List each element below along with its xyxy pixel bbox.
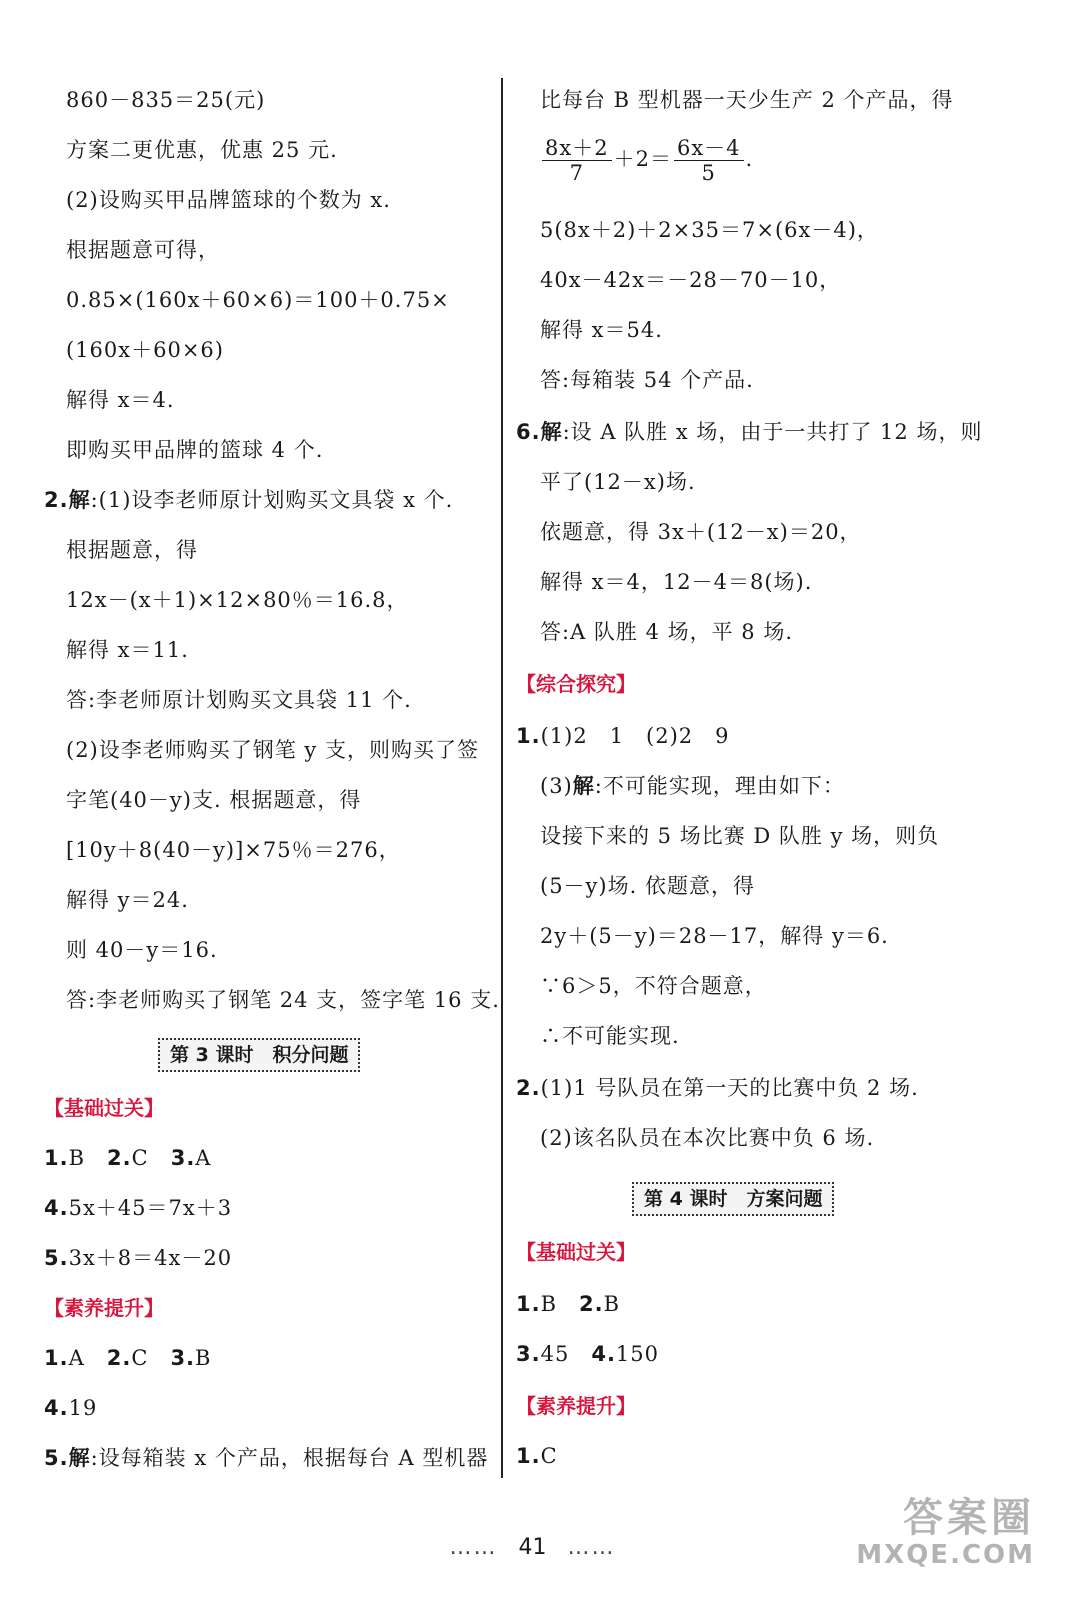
text-line: 答:李老师原计划购买文具袋 11 个. [66,688,412,712]
improve-answers-1-3: 1.A 2.C 3.B [44,1346,212,1370]
fraction-left: $\frac{8x+2}{7}$ [542,136,612,185]
text-line: ∵6＞5，不符合题意， [540,974,767,998]
text-line: 字笔(40－y)支. 根据题意，得 [66,788,362,812]
section-explore: 【综合探究】 [516,672,636,696]
text-line: 解得 x＝4. [66,388,175,412]
text-line: 解得 y＝24. [66,888,189,912]
text-line: 则 40－y＝16. [66,938,218,962]
text-line: 0.85×(160x＋60×6)＝100＋0.75× [66,288,450,312]
text-line: 答:A 队胜 4 场，平 8 场. [540,620,794,644]
explore-2: 2.(1)1 号队员在第一天的比赛中负 2 场. [516,1076,919,1100]
text-line: 12x－(x＋1)×12×80％＝16.8， [66,588,409,612]
text-line: 答:每箱装 54 个产品. [540,368,754,392]
text-line: 根据题意，得 [66,538,198,562]
improve-answer-1: 1.C [516,1444,558,1468]
text-line: (5－y)场. 依题意，得 [540,874,755,898]
text-line: 设接下来的 5 场比赛 D 队胜 y 场，则负 [540,824,940,848]
section-basic: 【基础过关】 [44,1096,164,1120]
text-line: 比每台 B 型机器一天少生产 2 个产品，得 [540,88,954,112]
fraction-right: $\frac{6x-4}{5}$ [674,136,744,185]
lesson-4-title: 第 4 课时 方案问题 [632,1182,834,1216]
text-line: 根据题意可得， [66,238,220,262]
text-line: (160x＋60×6) [66,338,224,362]
text-line: 解得 x＝11. [66,638,189,662]
question-2 [44,486,453,514]
basic-answers-1-3: 1.B 2.C 3.A [44,1146,212,1170]
text-line: (2)设李老师购买了钢笔 y 支，则购买了签 [66,738,479,762]
question-6: 6.解:设 A 队胜 x 场，由于一共打了 12 场，则 [516,420,983,444]
footer-dots: …… [449,1535,498,1560]
text-line: (2)设购买甲品牌篮球的个数为 x. [66,188,391,212]
text-line: 5(8x＋2)＋2×35＝7×(6x－4)， [540,218,879,242]
watermark-text: 答案圈 [903,1495,1035,1541]
improve-answer-5: 5.解:设每箱装 x 个产品，根据每台 A 型机器 [44,1446,489,1470]
basic-answer-4: 4.5x＋45＝7x＋3 [44,1196,233,1220]
explore-1-part3: (3)解:不可能实现，理由如下： [540,774,845,798]
text-line: 方案二更优惠，优惠 25 元. [66,138,338,162]
watermark-url: MXQE.COM [856,1540,1035,1570]
text-line: [10y＋8(40－y)]×75％＝276， [66,838,401,862]
section-improve: 【素养提升】 [516,1394,636,1418]
section-basic: 【基础过关】 [516,1240,636,1264]
basic-answer-5: 5.3x＋8＝4x－20 [44,1246,233,1270]
basic-answers-3-4: 3.45 4.150 [516,1342,660,1366]
improve-answer-4: 4.19 [44,1396,98,1420]
column-divider [501,78,503,1478]
watermark-logo [856,1496,1035,1570]
text-line: 解得 x＝4，12－4＝8(场). [540,570,813,594]
footer-dots: …… [567,1535,616,1560]
page-number: 41 [518,1535,547,1560]
text-line: (2)该名队员在本次比赛中负 6 场. [540,1126,875,1150]
solution-lead: 解 [68,488,91,512]
text-line: 依题意，得 3x＋(12－x)＝20， [540,520,862,544]
text-line: 即购买甲品牌的篮球 4 个. [66,438,324,462]
text-line: 40x－42x＝－28－70－10， [540,268,842,292]
text-line: 解得 x＝54. [540,318,663,342]
text-line: 平了(12－x)场. [540,470,696,494]
lesson-3-title: 第 3 课时 积分问题 [158,1038,360,1072]
explore-1: 1.(1)2 1 (2)2 9 [516,724,730,748]
text-line: 2y＋(5－y)＝28－17，解得 y＝6. [540,924,889,948]
section-improve: 【素养提升】 [44,1296,164,1320]
question-text: :(1)设李老师原计划购买文具袋 x 个. [90,488,454,512]
basic-answers-1-2: 1.B 2.B [516,1292,621,1316]
text-line: 答:李老师购买了钢笔 24 支，签字笔 16 支. [66,988,500,1012]
fraction-equation: $\frac{8x+2}{7}$ ＋2＝ $\frac{6x-4}{5}$ . [540,136,753,185]
text-line: 860－835＝25(元) [66,88,266,112]
text-line: ∴不可能实现. [540,1024,680,1048]
question-number: 2. [44,488,69,512]
